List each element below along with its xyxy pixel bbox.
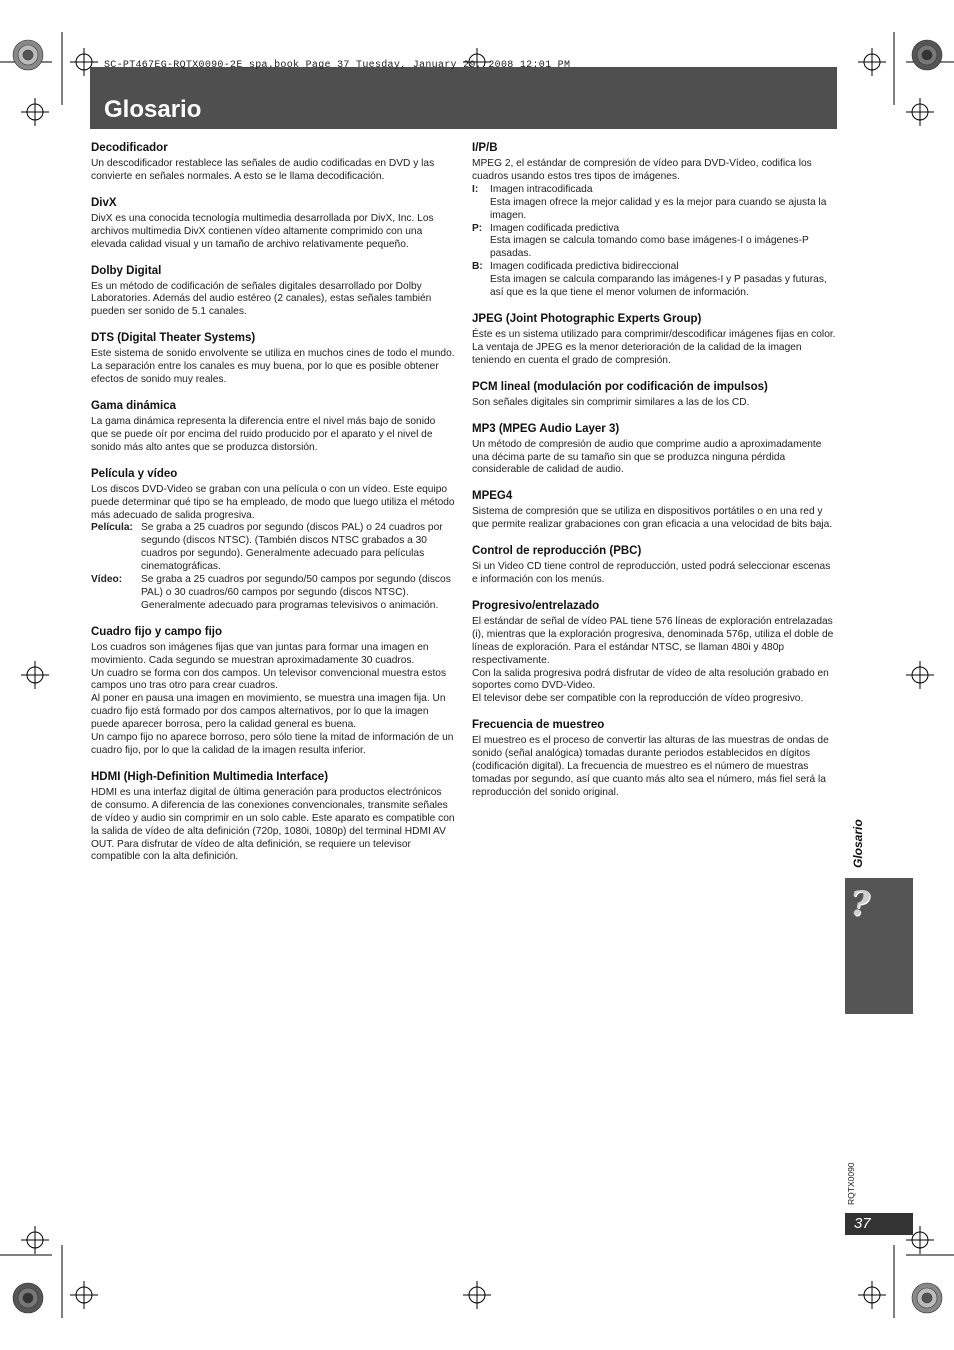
definition-desc: Imagen codificada predictiva	[490, 222, 620, 234]
page-number-box	[845, 1213, 913, 1235]
entry-pcm-lineal	[472, 380, 838, 410]
definition-row	[91, 522, 455, 574]
definition-desc: Se graba a 25 cuadros por segundo (discos PAL) o 24 cuadros por segundo (discos NTSC). (También discos NTSC grabados a 30 cuadros por segundo). Generalmente adecuado para películas cinematográficas.	[141, 522, 443, 573]
definition-row	[472, 261, 838, 274]
definition-list	[91, 522, 455, 612]
definition-desc: Imagen codificada predictiva bidireccional	[490, 261, 679, 273]
entry-paragraph: Con la salida progresiva podrá disfrutar de vídeo de alta resolución grabado en soportes como DVD-Video.	[472, 667, 829, 692]
entry-title: Gama dinámica	[91, 399, 177, 412]
entry-title: Cuadro fijo y campo fijo	[91, 625, 222, 638]
entry-title: Decodificador	[91, 142, 168, 154]
entry-body: Son señales digitales sin comprimir similares a las de los CD.	[472, 396, 750, 408]
entry-jpeg	[472, 312, 838, 368]
entry-body: Un método de compresión de audio que comprime audio a aproximadamente una décima parte de su tamaño sin que se produzca ninguna pérdida considerable de calidad de audio.	[472, 438, 822, 476]
entry-ipb	[472, 141, 838, 300]
entry-cuadro-fijo	[91, 625, 455, 758]
entry-pbc	[472, 544, 838, 587]
left-column	[91, 141, 455, 876]
entry-body: MPEG 2, el estándar de compresión de vídeo para DVD-Vídeo, codifica los cuadros usando estos tres tipos de imágenes.	[472, 158, 812, 182]
definition-term	[472, 235, 490, 261]
entry-dolby-digital	[91, 264, 455, 320]
entry-title: Progresivo/entrelazado	[472, 599, 600, 612]
entry-title: JPEG (Joint Photographic Experts Group)	[472, 312, 702, 325]
entry-body: Si un Video CD tiene control de reproducción, usted podrá seleccionar escenas e información con los menús.	[472, 561, 831, 586]
entry-title: MPEG4	[472, 490, 513, 503]
question-mark-icon: ?	[850, 884, 870, 924]
entry-body: Un descodificador restablece las señales de audio codificadas en DVD y las convierte en señales normales. A esto se le llama decodificación.	[91, 158, 435, 182]
entry-divx	[91, 196, 455, 252]
entry-paragraph: Al poner en pausa una imagen en movimiento, se muestra una imagen fija. Un cuadro fijo está formado por dos campos alternativos, por lo que la imagen puede aparecer borrosa, pero la calidad general es buena.	[91, 693, 446, 731]
entry-title: Control de reproducción (PBC)	[472, 545, 642, 558]
entry-title: HDMI (High-Definition Multimedia Interface)	[91, 770, 329, 783]
entry-body: La gama dinámica representa la diferencia entre el nivel más bajo de sonido que se puede oír por encima del ruido producido por el aparato y el nivel de sonido más alto antes que se produzca distorsión.	[91, 415, 436, 453]
definition-desc: Esta imagen se calcula comparando las imágenes-I y P pasadas y futuras, así que es la que tiene el menor volumen de información.	[490, 274, 827, 299]
definition-term: B:	[472, 261, 483, 273]
entry-title: DivX	[91, 196, 117, 209]
entry-paragraph: Los cuadros son imágenes fijas que van juntas para formar una imagen en movimiento. Cada segundo se muestran aproximadamente 30 cuadros.	[91, 641, 429, 666]
definition-row	[91, 574, 455, 613]
definition-row	[472, 197, 838, 223]
entry-paragraph: Un campo fijo no aparece borroso, pero sólo tiene la mitad de información de un cuadro fijo, por lo que la calidad de la imagen resulta inferior.	[91, 732, 454, 756]
entry-frecuencia	[472, 718, 838, 800]
definition-term: I:	[472, 183, 479, 195]
definition-row	[472, 223, 838, 236]
entry-body: Sistema de compresión que se utiliza en dispositivos portátiles o en una red y que permite realizar grabaciones con gran eficacia a una velocidad de bits baja.	[472, 506, 833, 531]
definition-term	[472, 274, 490, 300]
entry-mpeg4	[472, 489, 838, 532]
definition-row	[472, 184, 838, 197]
entry-decodificador	[91, 141, 455, 184]
right-column	[472, 141, 838, 812]
definition-desc: Se graba a 25 cuadros por segundo/50 campos por segundo (discos PAL) o 30 cuadros/60 campos por segundo (discos NTSC). Generalmente adecuado para programas televisivos o animación.	[141, 574, 451, 611]
entry-pelicula-video	[91, 467, 455, 613]
entry-dts	[91, 331, 455, 387]
definition-desc: Esta imagen ofrece la mejor calidad y es la mejor para cuando se ajusta la imagen.	[490, 196, 827, 221]
entry-title: DTS (Digital Theater Systems)	[91, 332, 256, 345]
definition-term: Película:	[91, 522, 133, 534]
definition-desc: Esta imagen se calcula tomando como base imágenes-I o imágenes-P pasadas.	[490, 235, 809, 260]
entry-paragraph: El televisor debe ser compatible con la reproducción de vídeo progresivo.	[472, 693, 804, 705]
entry-paragraph: Un cuadro se forma con dos campos. Un televisor convencional muestra estos campos uno tras otro para crear cuadros.	[91, 667, 447, 692]
entry-hdmi	[91, 770, 455, 864]
title-bar	[90, 67, 837, 129]
definition-row	[472, 274, 838, 300]
definition-desc: Imagen intracodificada	[490, 183, 593, 195]
entry-body: HDMI es una interfaz digital de última generación para productos electrónicos de consumo. A diferencia de las conexiones convencionales, transmite señales de vídeo y audio sin comprimir en un solo cable. Este aparato es compatible con la salida de vídeo de alta definición (720p, 1080i, 1080p) del terminal HDMI AV OUT. Para disfrutar de vídeo de alta definición, se requiere un televisor compatible con la alta definición.	[91, 786, 455, 863]
entry-gama-dinamica	[91, 399, 455, 455]
entry-body: Los discos DVD-Video se graban con una película o con un vídeo. Este equipo puede determinar qué tipo se ha empleado, de modo que luego utiliza el método más adecuado de salida progresiva.	[91, 483, 455, 521]
print-header: SC-PT467EG-RQTX0090-2E_spa.book Page 37 Tuesday, January 29, 2008 12:01 PM	[104, 60, 571, 71]
entry-title: Frecuencia de muestreo	[472, 719, 605, 732]
entry-body: DivX es una conocida tecnología multimedia desarrollada por DivX, Inc. Los archivos multimedia DivX contienen vídeo altamente comprimido con una elevada calidad visual y un tamaño de archivo relativamente pequeño.	[91, 212, 434, 250]
definition-term	[472, 197, 490, 223]
entry-body: Es un método de codificación de señales digitales desarrollado por Dolby Laboratories. Además del audio estéreo (2 canales), estas señales también pueden ser sonido de 5.1 canales.	[91, 280, 432, 318]
entry-title: Dolby Digital	[91, 264, 162, 277]
entry-mp3	[472, 422, 838, 478]
definition-term: Vídeo:	[91, 574, 123, 586]
entry-title: Película y vídeo	[91, 467, 178, 480]
definition-list	[472, 184, 838, 300]
definition-term: P:	[472, 222, 483, 234]
definition-row	[472, 235, 838, 261]
page-number: 37	[854, 1215, 871, 1232]
entry-body: Este sistema de sonido envolvente se utiliza en muchos cines de todo el mundo. La separación entre los canales es muy buena, por lo que es posible obtener efectos de sonido muy reales.	[91, 348, 455, 386]
entry-body: El muestreo es el proceso de convertir las alturas de las muestras de ondas de sonido (señal analógica) tomadas durante periodos establecidos en dígitos (codificación digital). La frecuencia de muestreo es el número de muestras tomadas por segundo, así que cuanto más alto sea el número, más fiel será la reproducción del sonido original.	[472, 735, 829, 798]
entry-title: MP3 (MPEG Audio Layer 3)	[472, 422, 620, 435]
entry-title: PCM lineal (modulación por codificación de impulsos)	[472, 380, 768, 393]
entry-paragraph: El estándar de señal de vídeo PAL tiene 576 líneas de exploración entrelazadas (i), mientras que la exploración progresiva, denominada 576p, utiliza el doble de líneas de exploración. Para el estándar NTSC, se llaman 480i y 480p respectivamente.	[472, 615, 834, 666]
entry-progresivo	[472, 599, 838, 706]
section-tab	[845, 878, 913, 1014]
entry-body: Éste es un sistema utilizado para comprimir/descodificar imágenes fijas en color. La ventaja de JPEG es la menor deterioración de la calidad de la imagen teniendo en cuenta el grado de compresión.	[472, 328, 836, 366]
document-code: RQTX0090	[846, 1162, 856, 1205]
entry-title: I/P/B	[472, 142, 498, 154]
page-title: Glosario	[104, 96, 202, 123]
section-side-label: Glosario	[851, 819, 865, 868]
